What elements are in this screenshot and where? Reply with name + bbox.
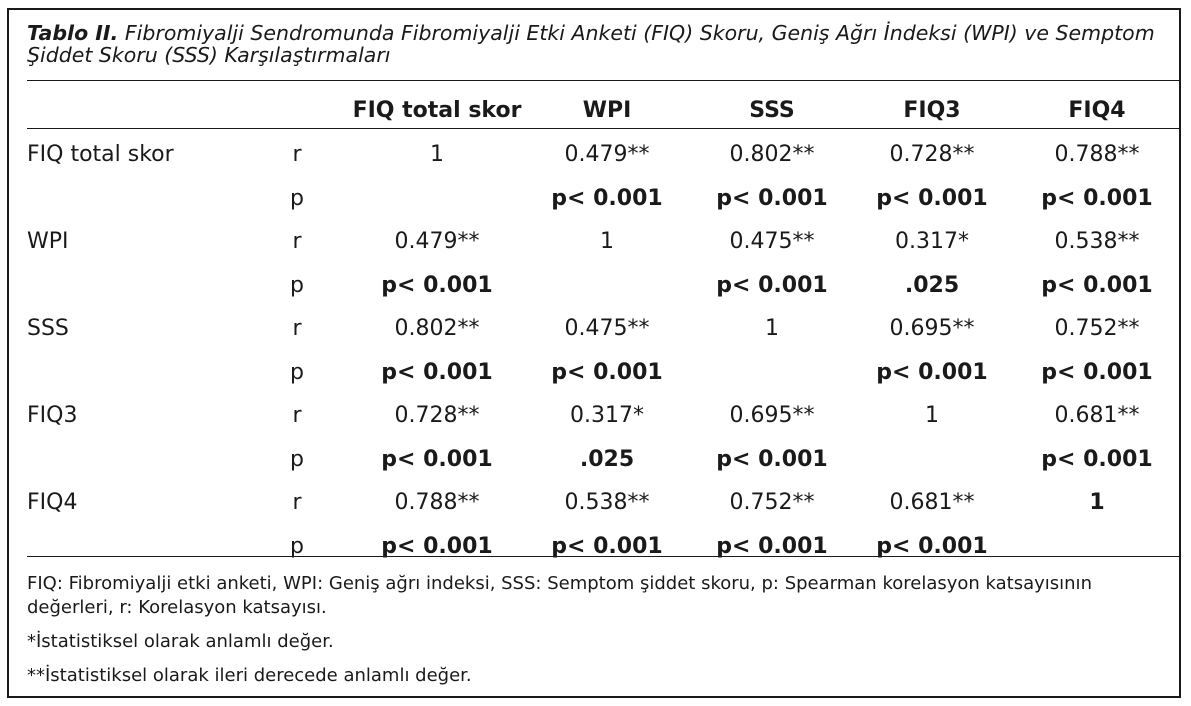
table-row-p bbox=[27, 178, 1180, 220]
p-value-cell: p< 0.001 bbox=[381, 446, 493, 472]
r-value-cell: 0.788** bbox=[394, 490, 480, 515]
r-value-cell: 0.802** bbox=[394, 316, 480, 341]
row-label: FIQ4 bbox=[27, 490, 78, 515]
table-row-p bbox=[27, 265, 1180, 307]
p-value-cell: p< 0.001 bbox=[716, 185, 828, 211]
column-header: FIQ4 bbox=[1068, 98, 1126, 123]
stat-label: p bbox=[290, 446, 304, 472]
stat-label: r bbox=[292, 142, 302, 167]
r-value-cell: 0.728** bbox=[889, 142, 975, 167]
p-value-cell: .025 bbox=[904, 272, 960, 298]
r-value-cell: 0.317* bbox=[570, 403, 644, 428]
table-row-r bbox=[27, 134, 1180, 176]
p-value-cell: p< 0.001 bbox=[716, 272, 828, 298]
r-value-cell: 0.475** bbox=[564, 316, 650, 341]
table-row-p bbox=[27, 439, 1180, 481]
p-value-cell: p< 0.001 bbox=[1041, 272, 1153, 298]
p-value-cell: p< 0.001 bbox=[716, 446, 828, 472]
header-row bbox=[27, 90, 1180, 132]
p-value-cell: p< 0.001 bbox=[381, 272, 493, 298]
table-notes bbox=[27, 572, 1167, 698]
r-value-cell: 0.479** bbox=[564, 142, 650, 167]
column-header: FIQ3 bbox=[903, 98, 961, 123]
row-label: WPI bbox=[27, 229, 69, 254]
table-row-p bbox=[27, 352, 1180, 394]
p-value-cell: p< 0.001 bbox=[876, 359, 988, 385]
r-value-cell: 1 bbox=[430, 142, 444, 167]
r-value-cell: 0.695** bbox=[889, 316, 975, 341]
r-value-cell: 0.802** bbox=[729, 142, 815, 167]
r-value-cell: 0.788** bbox=[1054, 142, 1140, 167]
p-value-cell: p< 0.001 bbox=[876, 533, 988, 559]
p-value-cell: p< 0.001 bbox=[551, 533, 663, 559]
r-value-cell: 1 bbox=[600, 229, 614, 254]
p-value-cell: p< 0.001 bbox=[551, 185, 663, 211]
table-row-r bbox=[27, 308, 1180, 350]
stat-label: p bbox=[290, 359, 304, 385]
p-value-cell: p< 0.001 bbox=[1041, 359, 1153, 385]
r-value-cell: 0.728** bbox=[394, 403, 480, 428]
r-value-cell: 0.538** bbox=[564, 490, 650, 515]
note-significant: *İstatistiksel olarak anlamlı değer. bbox=[27, 631, 334, 652]
p-value-cell: p< 0.001 bbox=[1041, 446, 1153, 472]
row-label: SSS bbox=[27, 316, 69, 341]
stat-label: p bbox=[290, 272, 304, 298]
note-highly-significant: **İstatistiksel olarak ileri derecede anlamlı değer. bbox=[27, 665, 472, 686]
bottom-rule bbox=[27, 556, 1180, 557]
r-value-cell: 0.752** bbox=[1054, 316, 1140, 341]
r-value-cell: 0.695** bbox=[729, 403, 815, 428]
p-value-cell: p< 0.001 bbox=[1041, 185, 1153, 211]
column-header: WPI bbox=[582, 98, 632, 123]
table-frame bbox=[7, 8, 1181, 698]
r-value-cell: 1 bbox=[765, 316, 779, 341]
top-rule bbox=[27, 80, 1180, 81]
r-value-cell: 0.752** bbox=[729, 490, 815, 515]
p-value-cell: p< 0.001 bbox=[551, 359, 663, 385]
r-value-cell: 0.317* bbox=[895, 229, 969, 254]
row-label: FIQ3 bbox=[27, 403, 78, 428]
table-caption bbox=[27, 22, 1167, 66]
stat-label: r bbox=[292, 316, 302, 341]
r-value-cell: 0.681** bbox=[889, 490, 975, 515]
stat-label: r bbox=[292, 403, 302, 428]
table-row-r bbox=[27, 482, 1180, 524]
column-header: SSS bbox=[749, 98, 795, 123]
note-abbreviations: FIQ: Fibromiyalji etki anketi, WPI: Geniş ağrı indeksi, SSS: Semptom şiddet skoru, p: Spearman korelasyon katsayısının değerleri, r: Korelasyon katsayısı. bbox=[27, 573, 1092, 618]
stat-label: p bbox=[290, 185, 304, 211]
table-row-r bbox=[27, 221, 1180, 263]
table-row-r bbox=[27, 395, 1180, 437]
stat-label: r bbox=[292, 490, 302, 515]
p-value-cell: .025 bbox=[579, 446, 635, 472]
r-value-cell: 1 bbox=[925, 403, 939, 428]
r-value-cell: 0.538** bbox=[1054, 229, 1140, 254]
row-label: FIQ total skor bbox=[27, 142, 174, 167]
p-value-cell: p< 0.001 bbox=[716, 533, 828, 559]
stat-label: r bbox=[292, 229, 302, 254]
r-value-cell: 0.681** bbox=[1054, 403, 1140, 428]
column-header: FIQ total skor bbox=[352, 98, 522, 123]
p-value-cell: p< 0.001 bbox=[381, 359, 493, 385]
r-value-cell: 0.479** bbox=[394, 229, 480, 254]
p-value-cell: p< 0.001 bbox=[381, 533, 493, 559]
p-value-cell: p< 0.001 bbox=[876, 185, 988, 211]
r-value-cell: 0.475** bbox=[729, 229, 815, 254]
r-value-cell: 1 bbox=[1089, 490, 1105, 515]
caption-label: Tablo II. bbox=[27, 21, 119, 45]
stat-label: p bbox=[290, 533, 304, 559]
caption-text: Fibromiyalji Sendromunda Fibromiyalji Etki Anketi (FIQ) Skoru, Geniş Ağrı İndeksi (WPI) ve Semptom Şiddet Skoru (SSS) Karşılaştırmaları bbox=[27, 21, 1155, 67]
table-row-p bbox=[27, 526, 1180, 568]
